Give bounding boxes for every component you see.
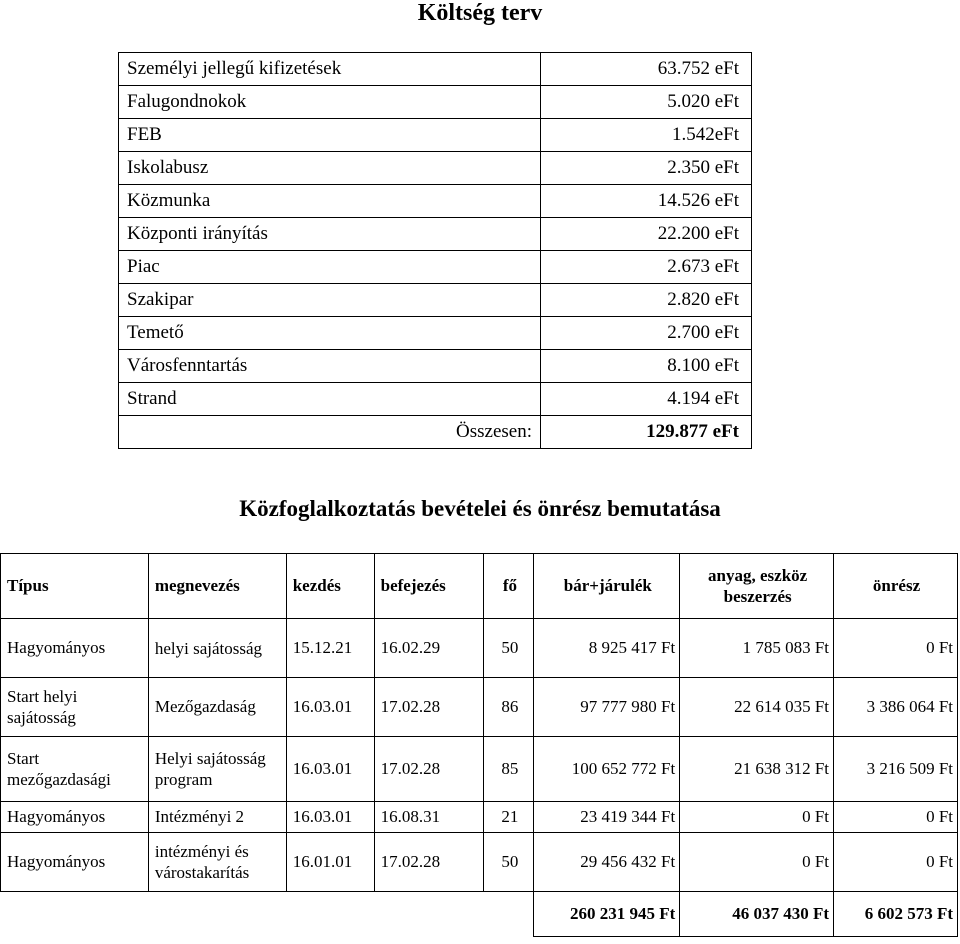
cost-name: Városfenntartás (119, 350, 541, 383)
cost-value: 14.526 eFt (541, 185, 752, 218)
table-row (1, 619, 958, 678)
cell-befejezes: 17.02.28 (374, 833, 484, 892)
cell-fo: 21 (484, 802, 534, 833)
cell-megnevezes: Intézményi 2 (148, 802, 286, 833)
cost-value: 1.542eFt (541, 119, 752, 152)
cell-megnevezes: Mezőgazdaság (148, 678, 286, 737)
cost-total-value: 129.877 eFt (541, 416, 752, 449)
cost-name: Személyi jellegű kifizetések (119, 53, 541, 86)
cell-tipus: Hagyományos (1, 802, 149, 833)
cell-befejezes: 17.02.28 (374, 737, 484, 802)
cell-befejezes: 16.02.29 (374, 619, 484, 678)
cell-anyag: 0 Ft (680, 802, 834, 833)
header-anyag: anyag, eszköz beszerzés (680, 554, 834, 619)
cost-value: 2.820 eFt (541, 284, 752, 317)
cost-name: Falugondnokok (119, 86, 541, 119)
total-onresz: 6 602 573 Ft (834, 892, 958, 937)
cell-bar: 8 925 417 Ft (534, 619, 680, 678)
cell-befejezes: 17.02.28 (374, 678, 484, 737)
header-kezdes: kezdés (286, 554, 374, 619)
cell-megnevezes: Helyi sajátosság program (148, 737, 286, 802)
cost-name: Iskolabusz (119, 152, 541, 185)
cost-value: 5.020 eFt (541, 86, 752, 119)
cost-value: 63.752 eFt (541, 53, 752, 86)
header-row (1, 554, 958, 619)
cost-value: 4.194 eFt (541, 383, 752, 416)
cell-kezdes: 16.03.01 (286, 678, 374, 737)
table-row (1, 802, 958, 833)
total-bar: 260 231 945 Ft (534, 892, 680, 937)
cost-name: FEB (119, 119, 541, 152)
cell-bar: 97 777 980 Ft (534, 678, 680, 737)
cost-name: Szakipar (119, 284, 541, 317)
cell-onresz: 0 Ft (834, 833, 958, 892)
table-row (1, 678, 958, 737)
header-bar: bár+járulék (534, 554, 680, 619)
cell-tipus: Hagyományos (1, 619, 149, 678)
cost-value: 8.100 eFt (541, 350, 752, 383)
cell-onresz: 0 Ft (834, 802, 958, 833)
cell-anyag: 0 Ft (680, 833, 834, 892)
revenue-table (0, 553, 958, 937)
cell-onresz: 3 216 509 Ft (834, 737, 958, 802)
cost-value: 22.200 eFt (541, 218, 752, 251)
header-befejezes: befejezés (374, 554, 484, 619)
header-tipus: Típus (1, 554, 149, 619)
totals-row (1, 892, 958, 937)
cost-name: Közmunka (119, 185, 541, 218)
table-row (1, 737, 958, 802)
cost-name: Temető (119, 317, 541, 350)
header-onresz: önrész (834, 554, 958, 619)
cell-fo: 85 (484, 737, 534, 802)
cell-tipus: Hagyományos (1, 833, 149, 892)
cell-kezdes: 16.03.01 (286, 802, 374, 833)
cell-anyag: 22 614 035 Ft (680, 678, 834, 737)
cell-tipus: Start helyi sajátosság (1, 678, 149, 737)
cell-anyag: 21 638 312 Ft (680, 737, 834, 802)
cost-name: Piac (119, 251, 541, 284)
cell-bar: 100 652 772 Ft (534, 737, 680, 802)
cost-name: Központi irányítás (119, 218, 541, 251)
header-megnevezes: megnevezés (148, 554, 286, 619)
cell-kezdes: 15.12.21 (286, 619, 374, 678)
cell-bar: 29 456 432 Ft (534, 833, 680, 892)
cost-name: Strand (119, 383, 541, 416)
cell-bar: 23 419 344 Ft (534, 802, 680, 833)
section-title: Közfoglalkoztatás bevételei és önrész bemutatása (239, 496, 721, 521)
cell-fo: 50 (484, 833, 534, 892)
cell-onresz: 3 386 064 Ft (834, 678, 958, 737)
header-fo: fő (484, 554, 534, 619)
total-anyag: 46 037 430 Ft (680, 892, 834, 937)
cell-megnevezes: helyi sajátosság (148, 619, 286, 678)
cell-anyag: 1 785 083 Ft (680, 619, 834, 678)
cell-befejezes: 16.08.31 (374, 802, 484, 833)
cell-onresz: 0 Ft (834, 619, 958, 678)
cost-value: 2.673 eFt (541, 251, 752, 284)
cost-table (118, 52, 752, 449)
cell-tipus: Start mezőgazdasági (1, 737, 149, 802)
cost-value: 2.350 eFt (541, 152, 752, 185)
cell-kezdes: 16.03.01 (286, 737, 374, 802)
cost-value: 2.700 eFt (541, 317, 752, 350)
cell-fo: 50 (484, 619, 534, 678)
cost-plan-title: Költség terv (417, 0, 543, 26)
cell-fo: 86 (484, 678, 534, 737)
cost-total-label: Összesen: (119, 416, 541, 449)
cell-megnevezes: intézményi és várostakarítás (148, 833, 286, 892)
cell-kezdes: 16.01.01 (286, 833, 374, 892)
table-row (1, 833, 958, 892)
